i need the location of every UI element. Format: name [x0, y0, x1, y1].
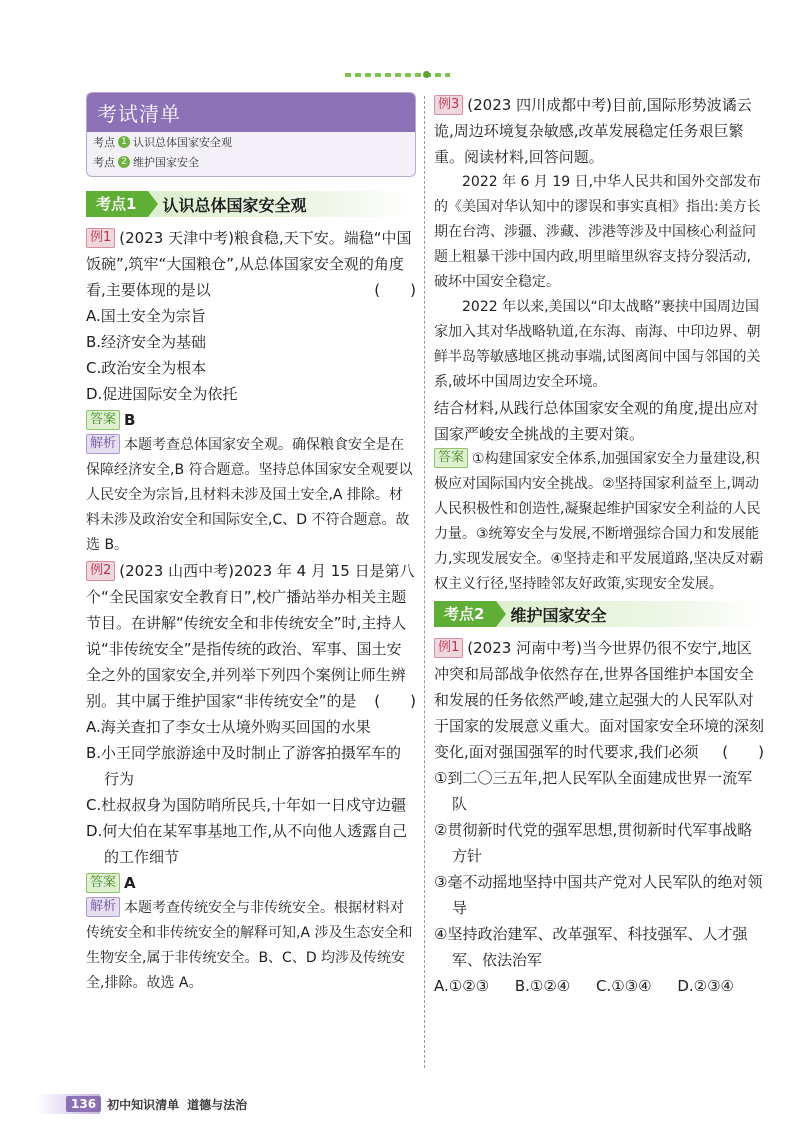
option: D.何大伯在某军事基地工作,从不向他人透露自己的工作细节: [86, 822, 408, 866]
subject-title: 道德与法治: [187, 1097, 248, 1112]
page-number: 136: [66, 1096, 101, 1112]
analysis-label: 解析: [86, 434, 120, 454]
analysis-label: 解析: [86, 897, 120, 917]
section-tag: 考点2: [434, 601, 496, 627]
statement-item: ③毫不动摇地坚持中国共产党对人民军队的绝对领导: [434, 873, 763, 917]
example-question: 2023 年 4 月 15 日是第八个“全民国家安全教育日”,校广播站举办相关主题节目。在讲解“传统安全和非传统安全”时,主持人说“非传统安全”是指传统的政治、军事、国土安全之外的国家安全,并列举下列四个案例让师生辨别。其中属于维护国家“非传统安全”的是: [86, 562, 415, 710]
answer-block: [434, 447, 764, 597]
section-header-2: [434, 601, 764, 627]
example-source: (2023 河南中考): [467, 639, 582, 657]
answer-label: 答案: [434, 448, 468, 468]
book-title: 初中知识清单: [107, 1097, 180, 1112]
option: C.杜叔叔身为国防哨所民兵,十年如一日戍守边疆: [86, 796, 407, 814]
option: B.小王同学旅游途中及时制止了游客拍摄军车的行为: [86, 744, 402, 788]
option: A.海关查扣了李女士从境外购买回国的水果: [86, 718, 371, 736]
answer-line: [86, 870, 416, 896]
choice-option: D.②③④: [677, 977, 734, 995]
example-question: 粮食稳,天下安。端稳“中国饭碗”,筑牢“大国粮仓”,从总体国家安全观的角度看,主要体现的是以: [86, 229, 412, 299]
exam-item-text: 维护国家安全: [133, 156, 199, 169]
example-source: (2023 天津中考): [119, 229, 234, 247]
exam-item-prefix: 考点: [93, 136, 115, 149]
answer-text: ①构建国家安全体系,加强国家安全力量建设,积极应对国际国内安全挑战。②坚持国家利益至上,调动人民积极性和创造性,凝聚起维护国家安全利益的人民力量。③统筹安全与发展,不断增强综合国力和发展能力,实现发展安全。④坚持走和平发展道路,坚决反对霸权主义行径,坚持睦邻友好政策,实现安全发展。: [434, 451, 764, 592]
option: A.国土安全为宗旨: [86, 307, 206, 325]
analysis-block: [86, 896, 416, 996]
analysis-text: 本题考查总体国家安全观。确保粮食安全是在保障经济安全,B 符合题意。坚持总体国家安全观要以人民安全为宗旨,且材料未涉及国土安全,A 排除。材料未涉及政治安全和国际安全,C、D 不符合题意。故选 B。: [86, 437, 413, 553]
example-label: 例2: [86, 561, 115, 581]
number-badge-icon: 2: [118, 156, 130, 168]
option: D.促进国际安全为依托: [86, 385, 238, 403]
material-paragraph: 2022 年 6 月 19 日,中华人民共和国外交部发布的《美国对华认知中的谬误和事实真相》指出:美方长期在台湾、涉疆、涉藏、涉港等涉及中国核心利益问题上粗暴干涉中国内政,明里暗里纵容支持分裂活动,破坏中国安全稳定。: [434, 174, 762, 290]
answer-paren: ( ): [374, 692, 416, 710]
material-paragraph: 2022 年以来,美国以“印太战略”裹挟中国周边国家加入其对华战略轨道,在东海、南海、中印边界、朝鲜半岛等敏感地区挑动事端,试图离间中国与邻国的关系,破坏中国周边安全环境。: [434, 299, 761, 390]
left-column: [86, 92, 416, 996]
exam-item-prefix: 考点: [93, 156, 115, 169]
example-3-stem: [434, 92, 764, 170]
answer-label: 答案: [86, 873, 120, 893]
option: C.政治安全为根本: [86, 359, 207, 377]
number-badge-icon: 1: [118, 136, 130, 148]
section-title: 认识总体国家安全观: [162, 195, 307, 215]
example-question: 当今世界仍很不安宁,地区冲突和局部战争依然存在,世界各国维护本国安全和发展的任务依然严峻,建立起强大的人民军队对于国家的发展意义重大。面对国家安全环境的深刻变化,面对强国强军的时代要求,我们必须: [434, 639, 765, 761]
example-source: (2023 四川成都中考): [467, 96, 612, 114]
exam-list-item: [87, 152, 415, 176]
example-question: 目前,国际形势波谲云诡,周边环境复杂敏感,改革发展稳定任务艰巨繁重。阅读材料,回答问题。: [434, 96, 752, 166]
example-4-stem: [434, 635, 764, 765]
analysis-text: 本题考查传统安全与非传统安全。根据材料对传统安全和非传统安全的解释可知,A 涉及生态安全和生物安全,属于非传统安全。B、C、D 均涉及传统安全,排除。故选 A。: [86, 900, 413, 991]
example-label: 例1: [86, 228, 115, 248]
column-divider: [424, 96, 425, 1068]
statement-item: ④坚持政治建军、改革强军、科技强军、人才强军、依法治军: [434, 925, 748, 969]
answer-label: 答案: [86, 410, 120, 430]
choice-option: A.①②③: [434, 977, 490, 995]
right-column: [434, 92, 764, 999]
option: B.经济安全为基础: [86, 333, 207, 351]
top-decoration-dot: [423, 71, 430, 78]
analysis-block: [86, 433, 416, 558]
section-tag: 考点1: [86, 191, 148, 217]
example-label: 例1: [434, 638, 463, 658]
page-footer: [36, 1093, 248, 1115]
exam-list-item: [87, 132, 415, 152]
answer-paren: ( ): [722, 743, 764, 761]
statement-item: ②贯彻新时代党的强军思想,贯彻新时代军事战略方针: [434, 821, 753, 865]
top-decoration: [345, 73, 450, 77]
answer-value: B: [124, 411, 136, 429]
answer-line: [86, 407, 416, 433]
choice-option: B.①②④: [514, 977, 571, 995]
question-text: 结合材料,从践行总体国家安全观的角度,提出应对国家严峻安全挑战的主要对策。: [434, 399, 759, 443]
statement-item: ①到二〇三五年,把人民军队全面建成世界一流军队: [434, 769, 753, 813]
example-label: 例3: [434, 95, 463, 115]
answer-paren: ( ): [374, 281, 416, 299]
section-header-1: [86, 191, 416, 217]
choice-row: [434, 973, 764, 999]
exam-item-text: 认识总体国家安全观: [133, 136, 232, 149]
choice-option: C.①③④: [595, 977, 652, 995]
example-1-stem: [86, 225, 416, 303]
answer-value: A: [124, 874, 136, 892]
example-source: (2023 山西中考): [119, 562, 234, 580]
section-title: 维护国家安全: [510, 605, 607, 625]
exam-list-box: [86, 92, 416, 177]
exam-list-title: 考试清单: [87, 93, 415, 132]
example-2-stem: [86, 558, 416, 714]
